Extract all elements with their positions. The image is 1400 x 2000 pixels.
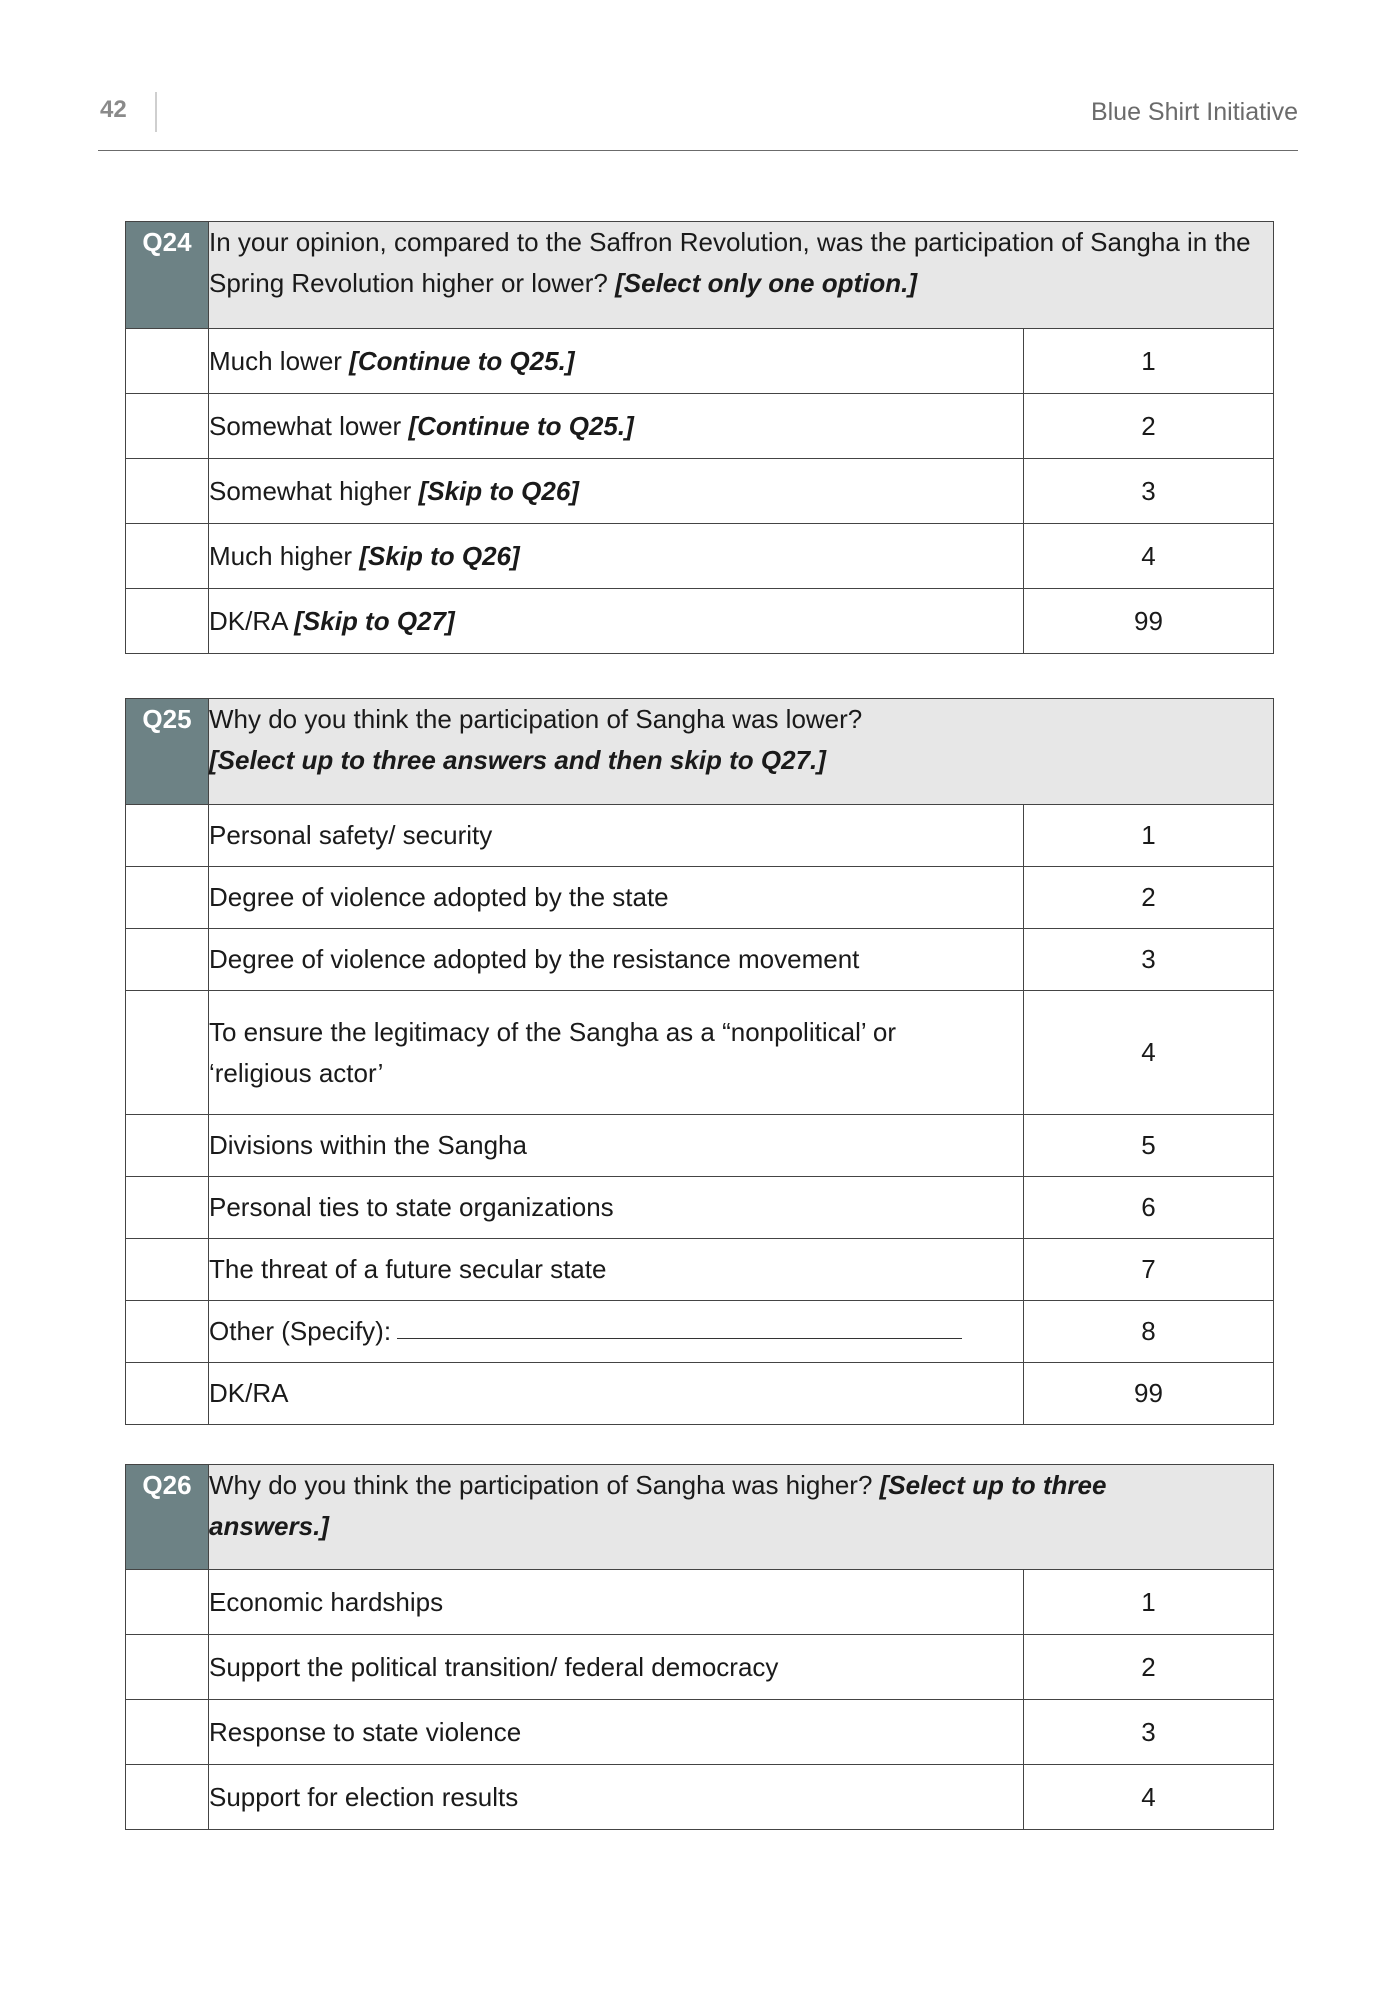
question-text	[209, 1465, 1274, 1570]
option-label: Somewhat lower [Continue to Q25.]	[209, 394, 1024, 459]
option-code: 7	[1024, 1239, 1274, 1301]
checkbox-cell[interactable]	[126, 991, 209, 1115]
option-row[interactable]	[126, 867, 1274, 929]
publication-title: Blue Shirt Initiative	[1090, 98, 1298, 126]
option-row[interactable]	[126, 329, 1274, 394]
option-code: 2	[1024, 867, 1274, 929]
option-code: 2	[1024, 1635, 1274, 1700]
option-label: Much higher [Skip to Q26]	[209, 524, 1024, 589]
checkbox-cell[interactable]	[126, 1570, 209, 1635]
option-code: 3	[1024, 1700, 1274, 1765]
header-divider	[155, 92, 157, 132]
option-row[interactable]	[126, 1635, 1274, 1700]
option-code: 5	[1024, 1115, 1274, 1177]
option-label: To ensure the legitimacy of the Sangha as a “nonpolitical’ or ‘religious actor’	[209, 991, 1024, 1115]
checkbox-cell[interactable]	[126, 524, 209, 589]
specify-input-line[interactable]	[397, 1328, 962, 1339]
question-prompt: Why do you think the participation of Sangha was higher?	[209, 1470, 873, 1500]
option-code: 6	[1024, 1177, 1274, 1239]
option-label: Other (Specify):	[209, 1301, 1024, 1363]
option-label: Somewhat higher [Skip to Q26]	[209, 459, 1024, 524]
option-label: Degree of violence adopted by the state	[209, 867, 1024, 929]
question-header-row	[126, 1465, 1274, 1570]
option-code: 1	[1024, 805, 1274, 867]
option-row[interactable]	[126, 1115, 1274, 1177]
option-code: 1	[1024, 329, 1274, 394]
option-code: 8	[1024, 1301, 1274, 1363]
option-code: 4	[1024, 1765, 1274, 1830]
option-code: 99	[1024, 1363, 1274, 1425]
checkbox-cell[interactable]	[126, 1177, 209, 1239]
option-label: Degree of violence adopted by the resistance movement	[209, 929, 1024, 991]
question-number: Q25	[126, 699, 209, 805]
skip-instruction: [Skip to Q26]	[418, 475, 579, 506]
option-code: 3	[1024, 929, 1274, 991]
option-code: 2	[1024, 394, 1274, 459]
checkbox-cell[interactable]	[126, 1301, 209, 1363]
option-row[interactable]	[126, 929, 1274, 991]
option-code: 3	[1024, 459, 1274, 524]
question-prompt: Why do you think the participation of Sangha was lower?	[209, 704, 863, 734]
checkbox-cell[interactable]	[126, 867, 209, 929]
checkbox-cell[interactable]	[126, 1700, 209, 1765]
option-row[interactable]	[126, 1301, 1274, 1363]
question-header-row	[126, 699, 1274, 805]
option-label: Personal ties to state organizations	[209, 1177, 1024, 1239]
option-label: Personal safety/ security	[209, 805, 1024, 867]
checkbox-cell[interactable]	[126, 929, 209, 991]
question-number: Q24	[126, 222, 209, 329]
skip-instruction: [Continue to Q25.]	[349, 345, 575, 376]
question-text	[209, 222, 1274, 329]
option-label: Response to state violence	[209, 1700, 1024, 1765]
question-number: Q26	[126, 1465, 209, 1570]
option-label: Support for election results	[209, 1765, 1024, 1830]
option-row[interactable]	[126, 589, 1274, 654]
option-row[interactable]	[126, 991, 1274, 1115]
page-header	[98, 90, 1298, 151]
option-label: DK/RA [Skip to Q27]	[209, 589, 1024, 654]
option-label: Economic hardships	[209, 1570, 1024, 1635]
option-code: 4	[1024, 991, 1274, 1115]
option-row[interactable]	[126, 1570, 1274, 1635]
checkbox-cell[interactable]	[126, 1363, 209, 1425]
checkbox-cell[interactable]	[126, 1765, 209, 1830]
checkbox-cell[interactable]	[126, 1115, 209, 1177]
question-instruction: [Select up to three	[879, 1470, 1107, 1500]
option-code: 1	[1024, 1570, 1274, 1635]
checkbox-cell[interactable]	[126, 459, 209, 524]
option-row[interactable]	[126, 1765, 1274, 1830]
option-row[interactable]	[126, 524, 1274, 589]
option-label: The threat of a future secular state	[209, 1239, 1024, 1301]
option-label: Much lower [Continue to Q25.]	[209, 329, 1024, 394]
question-instruction-cont: answers.]	[209, 1511, 329, 1541]
checkbox-cell[interactable]	[126, 1239, 209, 1301]
option-code: 4	[1024, 524, 1274, 589]
checkbox-cell[interactable]	[126, 394, 209, 459]
skip-instruction: [Skip to Q27]	[294, 605, 455, 636]
question-instruction: [Select up to three answers and then skip to Q27.]	[209, 745, 826, 775]
option-label: Support the political transition/ federal democracy	[209, 1635, 1024, 1700]
option-code: 99	[1024, 589, 1274, 654]
page-number: 42	[100, 96, 127, 123]
skip-instruction: [Continue to Q25.]	[408, 410, 634, 441]
checkbox-cell[interactable]	[126, 805, 209, 867]
option-row[interactable]	[126, 394, 1274, 459]
question-table-q24	[125, 221, 1274, 654]
option-row[interactable]	[126, 1700, 1274, 1765]
checkbox-cell[interactable]	[126, 329, 209, 394]
question-header-row	[126, 222, 1274, 329]
option-row[interactable]	[126, 1363, 1274, 1425]
option-label: DK/RA	[209, 1363, 1024, 1425]
option-row[interactable]	[126, 459, 1274, 524]
question-table-q26	[125, 1464, 1274, 1830]
option-label: Divisions within the Sangha	[209, 1115, 1024, 1177]
option-row[interactable]	[126, 1177, 1274, 1239]
question-prompt: In your opinion, compared to the Saffron Revolution, was the participation of Sangha in the Spring Revolution higher or lower?	[209, 227, 1251, 298]
question-text	[209, 699, 1274, 805]
checkbox-cell[interactable]	[126, 1635, 209, 1700]
skip-instruction: [Skip to Q26]	[359, 540, 520, 571]
question-table-q25	[125, 698, 1274, 1425]
option-row[interactable]	[126, 805, 1274, 867]
checkbox-cell[interactable]	[126, 589, 209, 654]
option-row[interactable]	[126, 1239, 1274, 1301]
question-instruction: [Select only one option.]	[615, 268, 918, 298]
